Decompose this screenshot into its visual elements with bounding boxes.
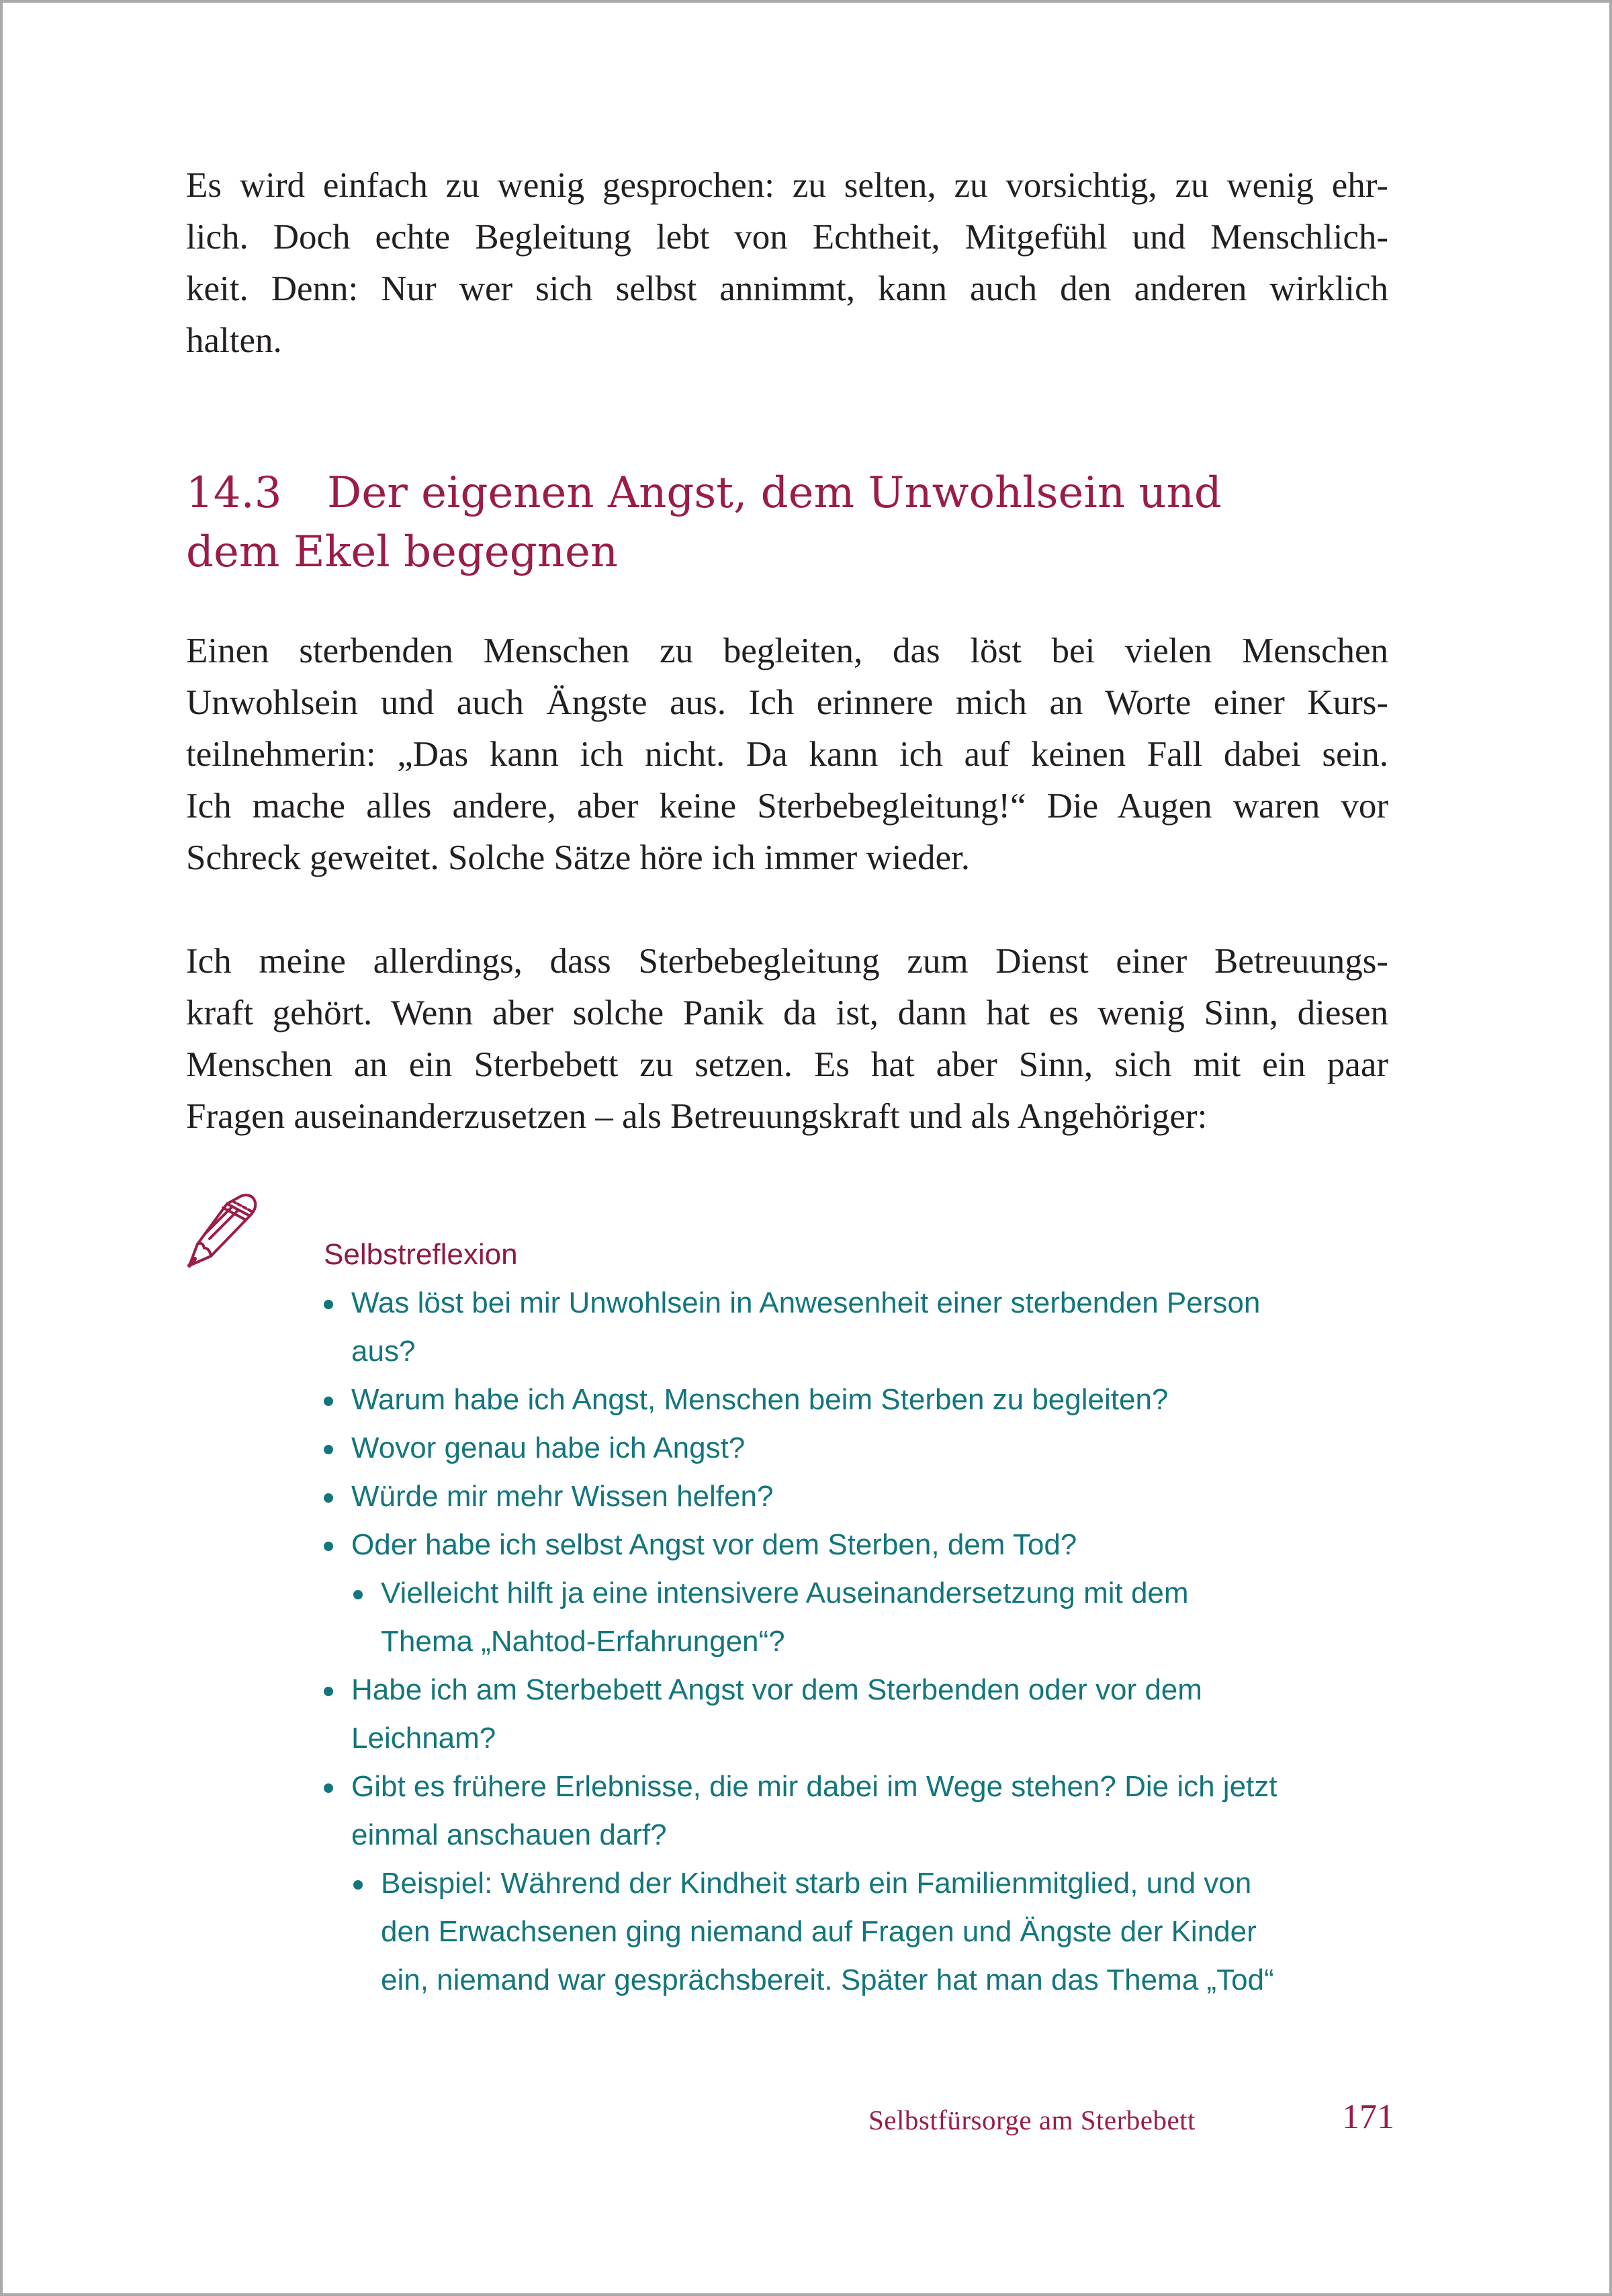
paragraph-2 [186,625,1388,884]
bullet-icon [324,1783,333,1793]
sub-list-item-line: Beispiel: Während der Kindheit starb ein Familienmitglied, und von [381,1867,1252,1900]
text-line: lich. Doch echte Begleitung lebt von Echtheit, Mitgefühl und Menschlich- [186,218,1388,257]
text-line: halten. [186,321,282,360]
page-number: 171 [1342,2098,1394,2136]
section-heading [186,463,1222,582]
text-line: teilnehmerin: „Das kann ich nicht. Da kann ich auf keinen Fall dabei sein. [186,735,1388,774]
list-item-line: Oder habe ich selbst Angst vor dem Sterben, dem Tod? [351,1528,1077,1561]
running-title: Selbstfürsorge am Sterbebett [868,2105,1196,2135]
text-line: Unwohlsein und auch Ängste aus. Ich erinnere mich an Worte einer Kurs- [186,683,1388,722]
sub-list-item-line: ein, niemand war gesprächsbereit. Später hat man das Thema „Tod“ [381,1963,1274,1996]
bullet-icon [353,1880,363,1890]
section-title-line: dem Ekel begegnen [186,527,619,577]
sub-list-item-line: Vielleicht hilft ja eine intensivere Auseinandersetzung mit dem [381,1577,1189,1609]
text-line: Es wird einfach zu wenig gesprochen: zu selten, zu vorsichtig, zu wenig ehr- [186,166,1388,205]
section-number: 14.3 [186,468,282,518]
list-item-line: einmal anschauen darf? [351,1818,667,1851]
bullet-icon [324,1493,333,1503]
list-item-line: aus? [351,1335,416,1368]
bullet-icon [353,1590,363,1599]
section-title-line: Der eigenen Angst, dem Unwohlsein und [327,468,1222,518]
text-line: Ich meine allerdings, dass Sterbebegleitung zum Dienst einer Betreuungs- [186,942,1388,981]
text-line: kraft gehört. Wenn aber solche Panik da ist, dann hat es wenig Sinn, diesen [186,994,1388,1032]
text-line: Ich mache alles andere, aber keine Sterbebegleitung!“ Die Augen waren vor [186,787,1388,826]
reflection-title: Selbstreflexion [324,1238,518,1271]
list-item-line: Wovor genau habe ich Angst? [351,1431,746,1464]
text-line: Fragen auseinanderzusetzen – als Betreuungskraft und als Angehöriger: [186,1097,1208,1136]
list-item-line: Warum habe ich Angst, Menschen beim Sterben zu begleiten? [351,1383,1169,1416]
list-item-line: Habe ich am Sterbebett Angst vor dem Sterbenden oder vor dem [351,1673,1202,1706]
bullet-icon [324,1397,333,1406]
bullet-icon [324,1445,333,1454]
pencil-icon [185,1192,259,1269]
paragraph-3 [186,936,1388,1143]
sub-list-item-line: Thema „Nahtod-Erfahrungen“? [381,1625,785,1658]
text-line: keit. Denn: Nur wer sich selbst annimmt, kann auch den anderen wirklich [186,269,1388,308]
bullet-icon [324,1300,333,1309]
bullet-icon [324,1542,333,1551]
bullet-icon [324,1687,333,1696]
text-line: Einen sterbenden Menschen zu begleiten, das löst bei vielen Menschen [186,631,1388,670]
sub-list-item-line: den Erwachsenen ging niemand auf Fragen und Ängste der Kinder [381,1915,1257,1948]
list-item-line: Leichnam? [351,1722,496,1755]
paragraph-1 [186,160,1388,367]
list-item-line: Was löst bei mir Unwohlsein in Anwesenheit einer sterbenden Person [351,1286,1261,1319]
list-item-line: Gibt es frühere Erlebnisse, die mir dabei im Wege stehen? Die ich jetzt [351,1770,1278,1803]
text-line: Menschen an ein Sterbebett zu setzen. Es hat aber Sinn, sich mit ein paar [186,1045,1388,1084]
text-line: Schreck geweitet. Solche Sätze höre ich immer wieder. [186,838,971,877]
list-item-line: Würde mir mehr Wissen helfen? [351,1480,774,1513]
